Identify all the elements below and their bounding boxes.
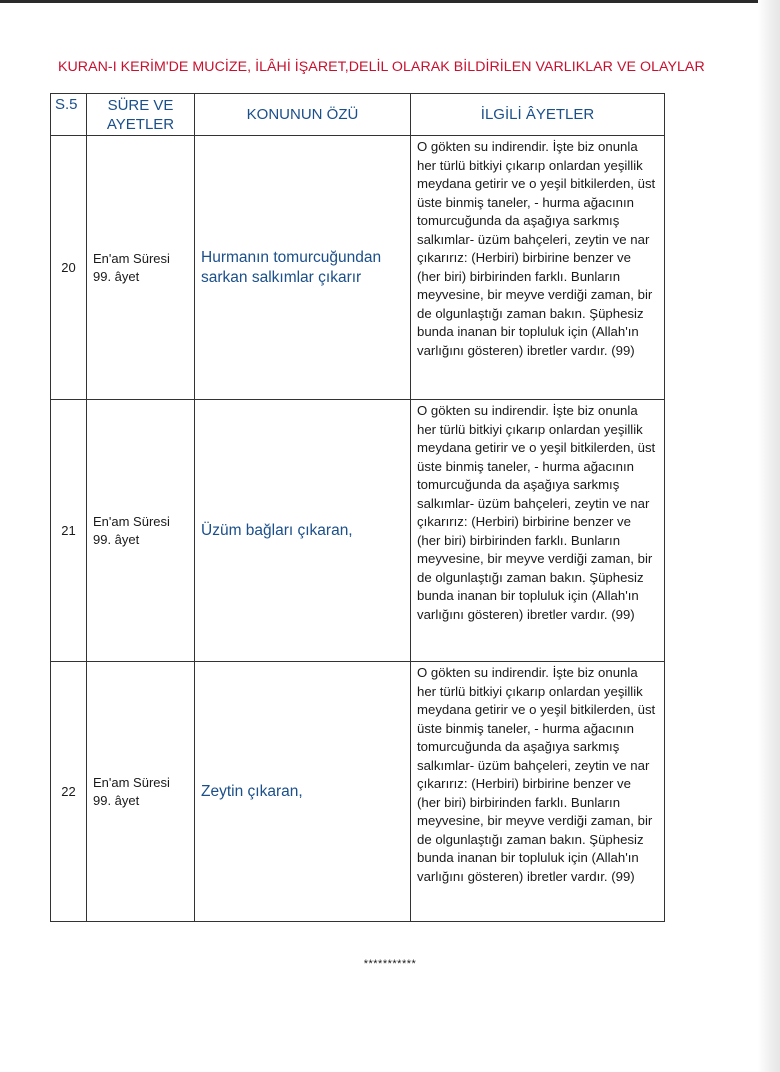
footer-separator: *********** bbox=[363, 958, 417, 970]
verse-cell bbox=[411, 136, 665, 400]
top-border-rule bbox=[0, 0, 780, 3]
sure-cell bbox=[87, 400, 195, 662]
row-number: 22 bbox=[51, 662, 87, 922]
table-row bbox=[51, 662, 665, 922]
verse-cell bbox=[411, 400, 665, 662]
verse-text: O gökten su indirendir. İşte biz onunla her türlü bitkiyi çıkarıp onlardan yeşillik meydana getirir ve o yeşil bitkilerden, üst üste binmiş taneler, - hurma ağacının tomurcuğunda da aşağıya sarkmış salkımlar- üzüm bahçeleri, zeytin ve nar çıkarırız: (Herbiri) birbirine benzer ve (her biri) birbirinden farklı. Bunların meyvesine, bir meyve verdiği zaman, bir de olgunlaştığı zaman bakın. Şüphesiz bunda inanan bir topluluk için (Allah'ın varlığını gösteren) ibretler vardır. (99) bbox=[417, 665, 656, 884]
verse-text: O gökten su indirendir. İşte biz onunla her türlü bitkiyi çıkarıp onlardan yeşillik meydana getirir ve o yeşil bitkilerden, üst üste binmiş taneler, - hurma ağacının tomurcuğunda da aşağıya sarkmış salkımlar- üzüm bahçeleri, zeytin ve nar çıkarırız: (Herbiri) birbirine benzer ve (her biri) birbirinden farklı. Bunların meyvesine, bir meyve verdiği zaman, bir de olgunlaştığı zaman bakın. Şüphesiz bunda inanan bir topluluk için (Allah'ın varlığını gösteren) ibretler vardır. (99) bbox=[417, 403, 656, 622]
topic-summary: Üzüm bağları çıkaran, bbox=[195, 400, 411, 662]
ayet-number: 99. âyet bbox=[93, 792, 140, 808]
sure-name: En'am Süresi bbox=[93, 774, 170, 790]
sure-name: En'am Süresi bbox=[93, 250, 170, 266]
header-no: S.5 bbox=[51, 94, 87, 136]
verse-text: O gökten su indirendir. İşte biz onunla her türlü bitkiyi çıkarıp onlardan yeşillik meydana getirir ve o yeşil bitkilerden, üst üste binmiş taneler, - hurma ağacının tomurcuğunda da aşağıya sarkmış salkımlar- üzüm bahçeleri, zeytin ve nar çıkarırız: (Herbiri) birbirine benzer ve (her biri) birbirinden farklı. Bunların meyvesine, bir meyve verdiği zaman, bir de olgunlaştığı zaman bakın. Şüphesiz bunda inanan bir topluluk için (Allah'ın varlığını gösteren) ibretler vardır. (99) bbox=[417, 139, 656, 358]
table-row bbox=[51, 136, 665, 400]
sure-cell bbox=[87, 136, 195, 400]
verse-cell bbox=[411, 662, 665, 922]
table-header-row bbox=[51, 94, 665, 136]
sure-name: En'am Süresi bbox=[93, 513, 170, 529]
page-title: KURAN-I KERİM'DE MUCİZE, İLÂHİ İŞARET,DELİL OLARAK BİLDİRİLEN VARLIKLAR VE OLAYLAR bbox=[58, 59, 705, 75]
row-number: 21 bbox=[51, 400, 87, 662]
ayet-number: 99. âyet bbox=[93, 268, 140, 284]
ayet-number: 99. âyet bbox=[93, 531, 140, 547]
header-ozu: KONUNUN ÖZÜ bbox=[195, 94, 411, 136]
verses-table bbox=[50, 93, 665, 922]
scan-edge-shadow bbox=[758, 0, 780, 1072]
table-row bbox=[51, 400, 665, 662]
row-number: 20 bbox=[51, 136, 87, 400]
sure-cell bbox=[87, 662, 195, 922]
header-ayetler: İLGİLİ ÂYETLER bbox=[411, 94, 665, 136]
topic-summary: Hurmanın tomurcuğundan sarkan salkımlar çıkarır bbox=[195, 136, 411, 400]
topic-summary: Zeytin çıkaran, bbox=[195, 662, 411, 922]
header-sure: SÜRE VE AYETLER bbox=[87, 94, 195, 136]
